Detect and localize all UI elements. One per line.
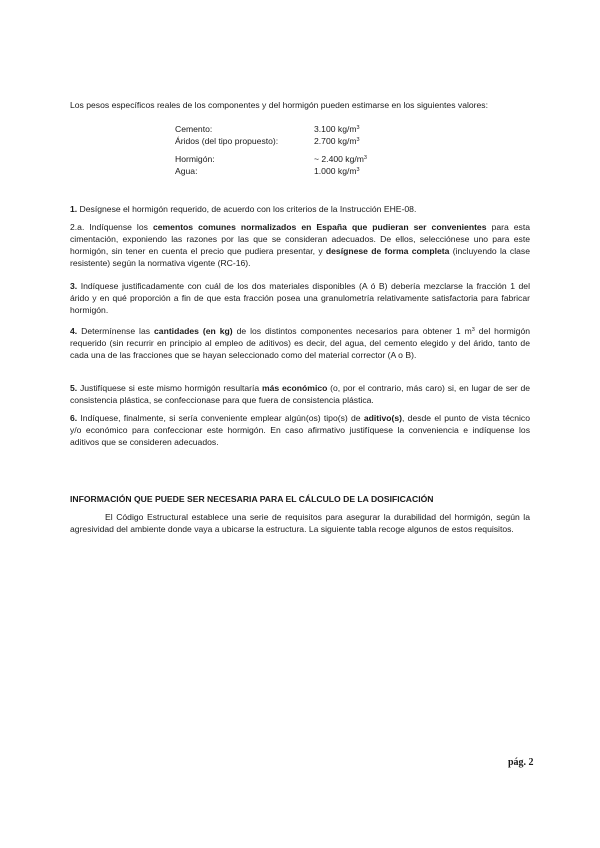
question-5: 5. Justifíquese si este mismo hormigón resultaría más económico (o, por el contrario, más caro) si, en lugar de ser de consistencia plástica, se confeccionase para que fuera de consistencia plástica. [70, 383, 531, 405]
question-6: 6. Indíquese, finalmente, si sería conveniente emplear algún(os) tipo(s) de aditivo(s), desde el punto de vista técnico y/o económico para confeccionar este hormigón. En caso afirmativo justifíquese la conveniencia e indíquense los aditivos que se consideren adecuados. [70, 413, 530, 447]
value-label: Cemento: [175, 124, 213, 134]
value-label: Agua: [175, 166, 198, 176]
intro-text: Los pesos específicos reales de los componentes y del hormigón pueden estimarse en los siguientes valores: [70, 100, 488, 110]
section-heading: INFORMACIÓN QUE PUEDE SER NECESARIA PARA EL CÁLCULO DE LA DOSIFICACIÓN [70, 494, 434, 504]
value-amount: 1.000 $kg/m^3$ [314, 166, 360, 176]
section-paragraph: El Código Estructural establece una serie de requisitos para asegurar la durabilidad del hormigón, según la agresividad del ambiente donde vaya a ubicarse la estructura. La siguiente tabla recoge algunos de estos requisitos. [70, 512, 530, 534]
value-label: Hormigón: [175, 154, 215, 164]
value-row-agua [175, 165, 435, 177]
value-amount: ~ 2.400 $kg/m^3$ [314, 154, 367, 164]
value-amount: 2.700 $kg/m^3$ [314, 136, 360, 146]
question-4: 4. Determínense las cantidades (en kg) de los distintos componentes necesarios para obtener 1 $m^3$ del hormigón requerido (sin recurrir en principio al empleo de aditivos) es decir, del agua, del cemento elegido y del árido, tanto de cada una de las fracciones que se hayan seleccionado como del material corrector (A o B). [70, 326, 531, 360]
question-3: 3. Indíquese justificadamente con cuál de los dos materiales disponibles (A ó B) debería mezclarse la fracción 1 del árido y en qué proporción a fin de que esta fracción posea una granulometría relativamente satisfactoria para fabricar hormigón. [70, 281, 530, 315]
value-row-hormigon [175, 153, 435, 165]
question-2a: 2.a. Indíquense los cementos comunes normalizados en España que pudieran ser convenientes para esta cimentación, exponiendo las razones por las que se consideran adecuados. De ellos, selecciónese uno para este hormigón, sin tener en cuenta el precio que pudiera presentar, y desígnese de forma completa (incluyendo la clase resistente) según la normativa vigente (RC-16). [70, 222, 531, 268]
page-number: pág. 2 [508, 757, 534, 768]
value-label: Áridos (del tipo propuesto): [175, 136, 279, 146]
value-row-aridos [175, 135, 435, 147]
question-1: 1. Desígnese el hormigón requerido, de acuerdo con los criterios de la Instrucción EHE-08. [70, 204, 417, 214]
value-amount: 3.100 $kg/m^3$ [314, 124, 360, 134]
value-row-cemento [175, 123, 435, 135]
specific-weights-list [175, 123, 435, 177]
